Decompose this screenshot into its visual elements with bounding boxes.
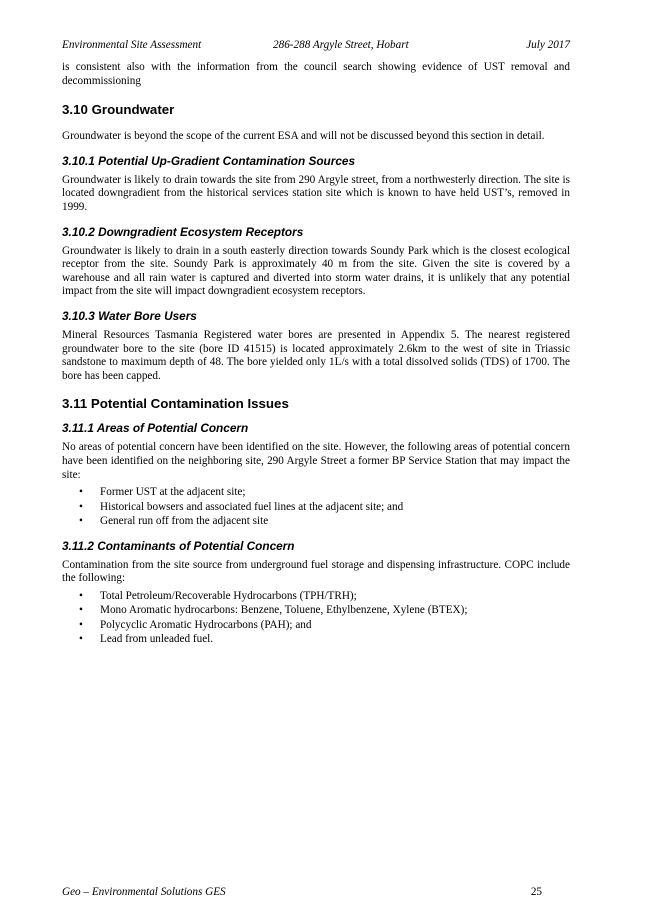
heading-3-10-2: 3.10.2 Downgradient Ecosystem Receptors — [62, 224, 304, 239]
header-date: July 2017 — [526, 39, 570, 51]
water-bore-paragraph: Mineral Resources Tasmania Registered water bores are presented in Appendix 5. The nearest registered groundwater bore to the site (bore ID 41515) is located approximately 2.6km to the west of site in Triassic sandstone to maximum depth of 48. The bore yielded only 1L/s with a total dissolved solids (TDS) of 1700. The bore has been capped. — [62, 328, 570, 382]
heading-3-11-1: 3.11.1 Areas of Potential Concern — [62, 421, 249, 436]
header-document-title: Environmental Site Assessment — [62, 39, 202, 51]
list-item: • Total Petroleum/Recoverable Hydrocarbons (TPH/TRH); — [62, 589, 570, 604]
page-body — [62, 61, 570, 647]
list-item: • Former UST at the adjacent site; — [62, 485, 570, 500]
footer-company: Geo – Environmental Solutions GES — [62, 886, 226, 898]
page-number: 25 — [530, 886, 542, 898]
list-item: • General run off from the adjacent site — [62, 514, 570, 529]
page-footer — [62, 886, 542, 898]
heading-3-10-1: 3.10.1 Potential Up-Gradient Contamination Sources — [62, 153, 356, 168]
copc-paragraph: Contamination from the site source from underground fuel storage and dispensing infrastructure. COPC include the following: — [62, 558, 570, 585]
list-item: • Historical bowsers and associated fuel lines at the adjacent site; and — [62, 500, 570, 515]
groundwater-paragraph: Groundwater is beyond the scope of the current ESA and will not be discussed beyond this section in detail. — [62, 130, 545, 143]
heading-3-11: 3.11 Potential Contamination Issues — [62, 396, 289, 412]
heading-3-11-2: 3.11.2 Contaminants of Potential Concern — [62, 538, 295, 553]
list-item: • Polycyclic Aromatic Hydrocarbons (PAH); and — [62, 618, 570, 633]
upgradient-paragraph: Groundwater is likely to drain towards the site from 290 Argyle street, from a northwesterly direction. The site is located downgradient from the historical services station site which is known to have held UST’s, removed in 1999. — [62, 173, 570, 213]
areas-of-concern-paragraph: No areas of potential concern have been identified on the site. However, the following areas of potential concern have been identified on the neighboring site, 290 Argyle Street a former BP Service Station that may impact the site: — [62, 441, 570, 481]
page-header — [62, 39, 570, 55]
downgradient-paragraph: Groundwater is likely to drain in a south easterly direction towards Soundy Park which is the closest ecological receptor from the site. Soundy Park is approximately 40 m from the site. Given the site is covered by a warehouse and all rain water is captured and diverted into storm water drains, it is unlikely that any potential impact from the site will impact downgradient ecosystem receptors. — [62, 244, 570, 298]
list-item: • Mono Aromatic hydrocarbons: Benzene, Toluene, Ethylbenzene, Xylene (BTEX); — [62, 603, 570, 618]
header-site-address: 286-288 Argyle Street, Hobart — [273, 39, 409, 51]
copc-list — [62, 589, 570, 647]
list-item: • Lead from unleaded fuel. — [62, 632, 570, 647]
areas-of-concern-list — [62, 485, 570, 529]
intro-paragraph: is consistent also with the information from the council search showing evidence of UST removal and decommissioning — [62, 61, 570, 87]
heading-3-10-3: 3.10.3 Water Bore Users — [62, 308, 197, 323]
heading-3-10: 3.10 Groundwater — [62, 102, 175, 118]
